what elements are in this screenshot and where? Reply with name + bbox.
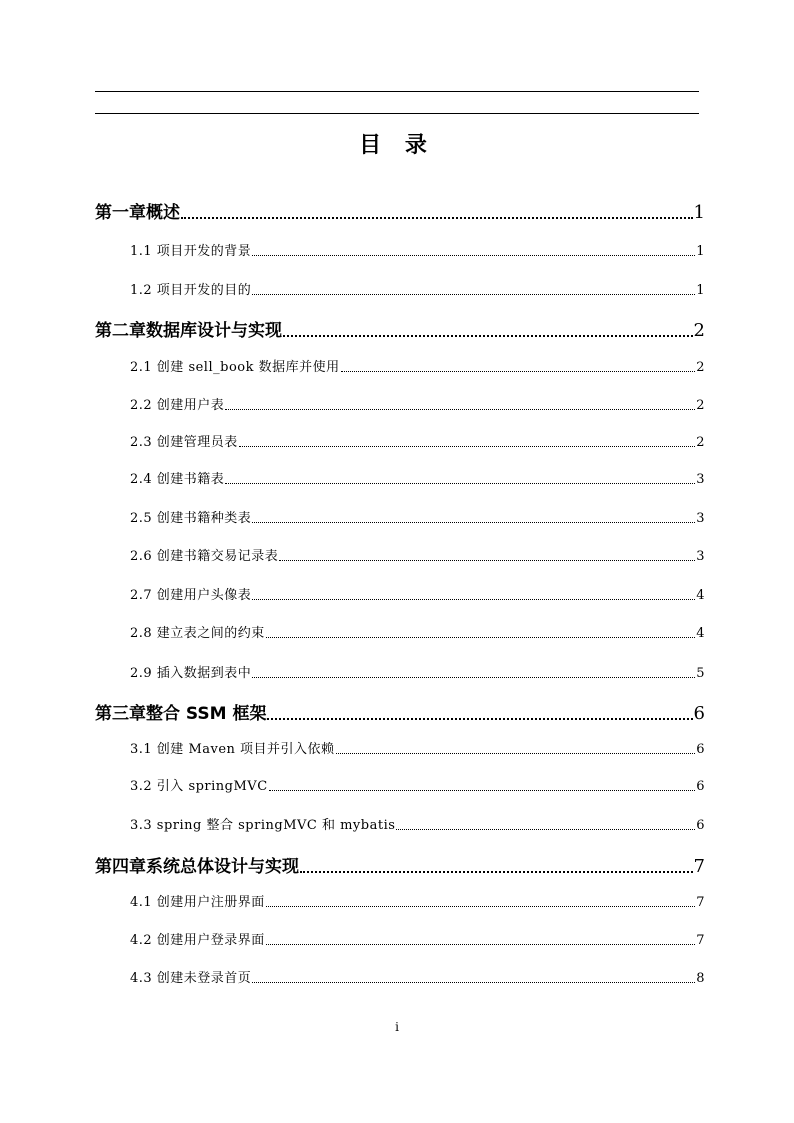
toc-title: 目 录	[359, 133, 435, 158]
toc-leader-dots	[239, 446, 695, 447]
toc-leader-dots	[225, 409, 695, 410]
toc-section-entry[interactable]	[130, 662, 705, 681]
toc-section-entry[interactable]	[130, 967, 705, 986]
toc-chapter-entry[interactable]	[95, 699, 705, 724]
toc-leader-dots	[266, 906, 695, 907]
toc-chapter-entry[interactable]	[95, 198, 705, 223]
toc-leader-dots	[341, 371, 696, 372]
toc-leader-dots	[396, 829, 695, 830]
header-rule-bottom	[95, 113, 699, 114]
toc-entry-title: 第四章系统总体设计与实现	[95, 857, 299, 877]
toc-entry-title: 2.2 创建用户表	[130, 398, 225, 413]
toc-section-entry[interactable]	[130, 584, 705, 603]
toc-entry-page: 6	[696, 779, 705, 794]
toc-entry-title: 4.2 创建用户登录界面	[130, 933, 265, 948]
toc-entry-page: 7	[693, 856, 705, 877]
toc-leader-dots	[300, 871, 693, 873]
toc-leader-dots	[266, 637, 695, 638]
toc-leader-dots	[252, 982, 695, 983]
toc-section-entry[interactable]	[130, 356, 705, 375]
toc-section-entry[interactable]	[130, 431, 705, 450]
toc-entry-page: 2	[693, 320, 705, 341]
toc-section-entry[interactable]	[130, 279, 705, 298]
toc-entry-page: 1	[693, 202, 705, 223]
toc-entry-title: 2.4 创建书籍表	[130, 472, 225, 487]
toc-section-entry[interactable]	[130, 240, 705, 259]
toc-entry-title: 3.3 spring 整合 springMVC 和 mybatis	[130, 818, 396, 833]
toc-leader-dots	[269, 790, 696, 791]
toc-entry-page: 7	[696, 933, 705, 948]
toc-leader-dots	[181, 217, 693, 219]
toc-leader-dots	[252, 255, 695, 256]
toc-chapter-entry[interactable]	[95, 316, 705, 341]
toc-entry-title: 4.1 创建用户注册界面	[130, 895, 265, 910]
toc-entry-title: 第三章整合 SSM 框架	[95, 704, 267, 724]
toc-entry-page: 3	[696, 549, 705, 564]
toc-entry-title: 4.3 创建未登录首页	[130, 971, 252, 986]
toc-section-entry[interactable]	[130, 545, 705, 564]
toc-entry-page: 7	[696, 895, 705, 910]
toc-leader-dots	[283, 335, 693, 337]
toc-entry-title: 2.9 插入数据到表中	[130, 666, 252, 681]
toc-leader-dots	[252, 599, 695, 600]
toc-entry-page: 4	[696, 626, 705, 641]
toc-leader-dots	[252, 677, 695, 678]
toc-entry-title: 第一章概述	[95, 203, 180, 223]
toc-entry-page: 2	[696, 435, 705, 450]
toc-section-entry[interactable]	[130, 738, 705, 757]
toc-chapter-entry[interactable]	[95, 852, 705, 877]
toc-entry-page: 4	[696, 588, 705, 603]
page-number: i	[395, 1020, 399, 1034]
toc-leader-dots	[267, 718, 692, 720]
toc-entry-title: 2.5 创建书籍种类表	[130, 511, 252, 526]
toc-section-entry[interactable]	[130, 929, 705, 948]
toc-entry-title: 2.7 创建用户头像表	[130, 588, 252, 603]
toc-entry-page: 1	[696, 283, 705, 298]
toc-section-entry[interactable]	[130, 507, 705, 526]
toc-leader-dots	[252, 522, 695, 523]
toc-entry-page: 6	[696, 818, 705, 833]
header-rule-top	[95, 91, 699, 92]
toc-entry-page: 6	[693, 703, 705, 724]
toc-entry-title: 3.2 引入 springMVC	[130, 779, 268, 794]
toc-leader-dots	[252, 294, 695, 295]
toc-entry-page: 6	[696, 742, 705, 757]
toc-entry-title: 1.1 项目开发的背景	[130, 244, 252, 259]
toc-entry-title: 1.2 项目开发的目的	[130, 283, 252, 298]
toc-section-entry[interactable]	[130, 891, 705, 910]
toc-entry-page: 2	[696, 360, 705, 375]
toc-entry-title: 2.3 创建管理员表	[130, 435, 238, 450]
toc-section-entry[interactable]	[130, 394, 705, 413]
toc-leader-dots	[336, 753, 696, 754]
toc-section-entry[interactable]	[130, 814, 705, 833]
toc-entry-title: 3.1 创建 Maven 项目并引入依赖	[130, 742, 335, 757]
toc-section-entry[interactable]	[130, 775, 705, 794]
toc-entry-page: 5	[696, 666, 705, 681]
toc-entry-page: 1	[696, 244, 705, 259]
toc-leader-dots	[279, 560, 695, 561]
toc-leader-dots	[225, 483, 695, 484]
toc-entry-page: 3	[696, 511, 705, 526]
toc-entry-title: 2.1 创建 sell_book 数据库并使用	[130, 360, 340, 375]
toc-entry-page: 8	[696, 971, 705, 986]
toc-entry-title: 2.8 建立表之间的约束	[130, 626, 265, 641]
toc-section-entry[interactable]	[130, 622, 705, 641]
toc-leader-dots	[266, 944, 695, 945]
toc-entry-title: 第二章数据库设计与实现	[95, 321, 282, 341]
toc-entry-page: 3	[696, 472, 705, 487]
toc-entry-page: 2	[696, 398, 705, 413]
toc-entry-title: 2.6 创建书籍交易记录表	[130, 549, 279, 564]
toc-section-entry[interactable]	[130, 468, 705, 487]
